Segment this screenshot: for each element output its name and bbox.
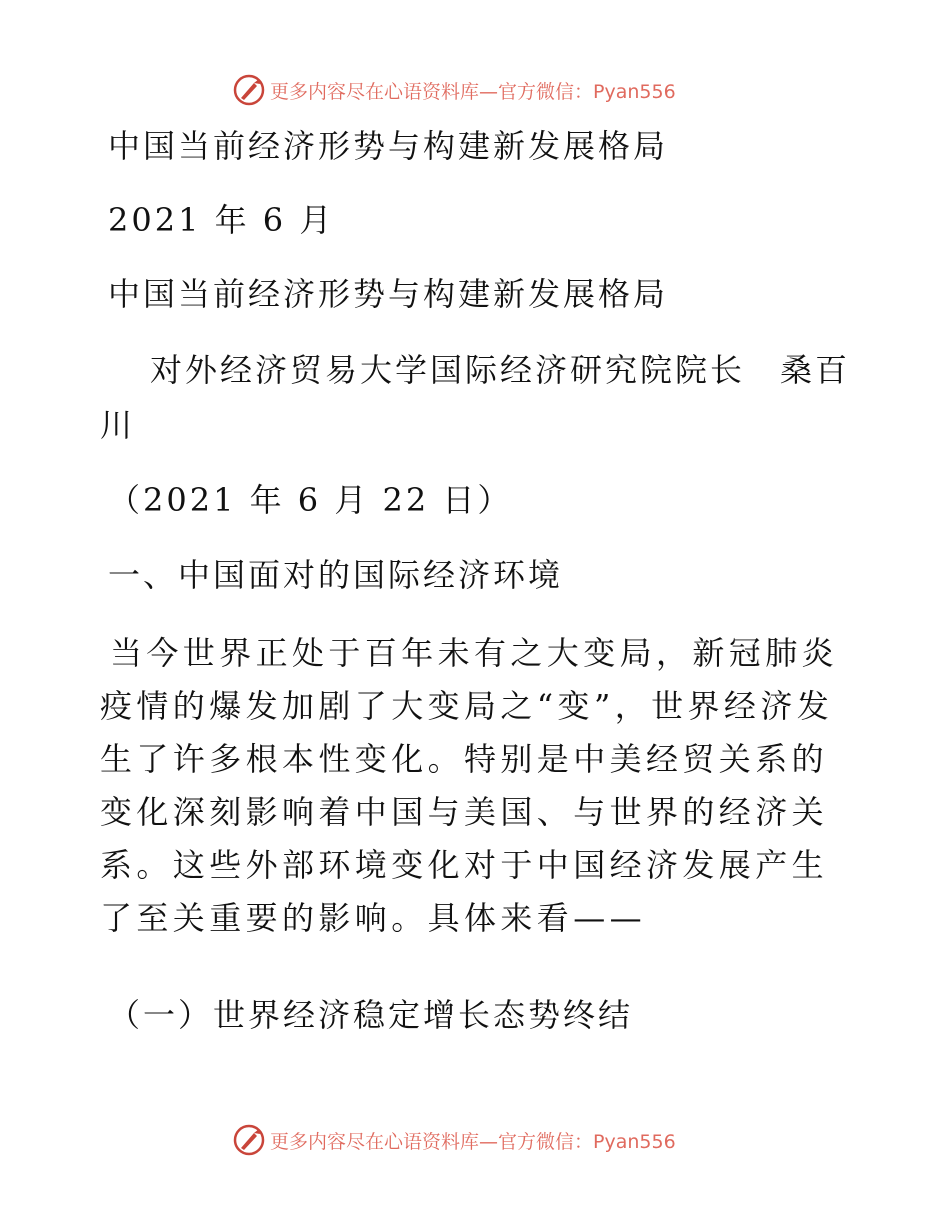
quill-pen-logo-icon	[232, 1123, 266, 1157]
article-date: （2021 年 6 月 22 日）	[108, 481, 513, 519]
body-paragraph: 当今世界正处于百年未有之大变局，新冠肺炎疫情的爆发加剧了大变局之“变”，世界经济发生了许多根本性变化。特别是中美经贸关系的变化深刻影响着中国与美国、与世界的经济关系。这些外部环境变化对于中国经济发展产生了至关重要的影响。具体来看——	[100, 634, 839, 937]
watermark-text: 更多内容尽在心语资料库—官方微信：Pyan556	[270, 1130, 676, 1153]
document-title: 中国当前经济形势与构建新发展格局	[108, 127, 669, 165]
subsection-heading: （一）世界经济稳定增长态势终结	[108, 996, 634, 1034]
author-line: 对外经济贸易大学国际经济研究院院长 桑百	[150, 351, 851, 389]
document-date: 2021 年 6 月	[108, 201, 335, 239]
quill-pen-logo-icon	[232, 73, 266, 107]
footer-watermark	[232, 1122, 676, 1158]
author-line-continued: 川	[100, 406, 136, 444]
watermark-text: 更多内容尽在心语资料库—官方微信：Pyan556	[270, 80, 676, 103]
section-heading: 一、中国面对的国际经济环境	[108, 556, 564, 594]
header-watermark	[232, 72, 676, 108]
article-title: 中国当前经济形势与构建新发展格局	[108, 275, 669, 313]
